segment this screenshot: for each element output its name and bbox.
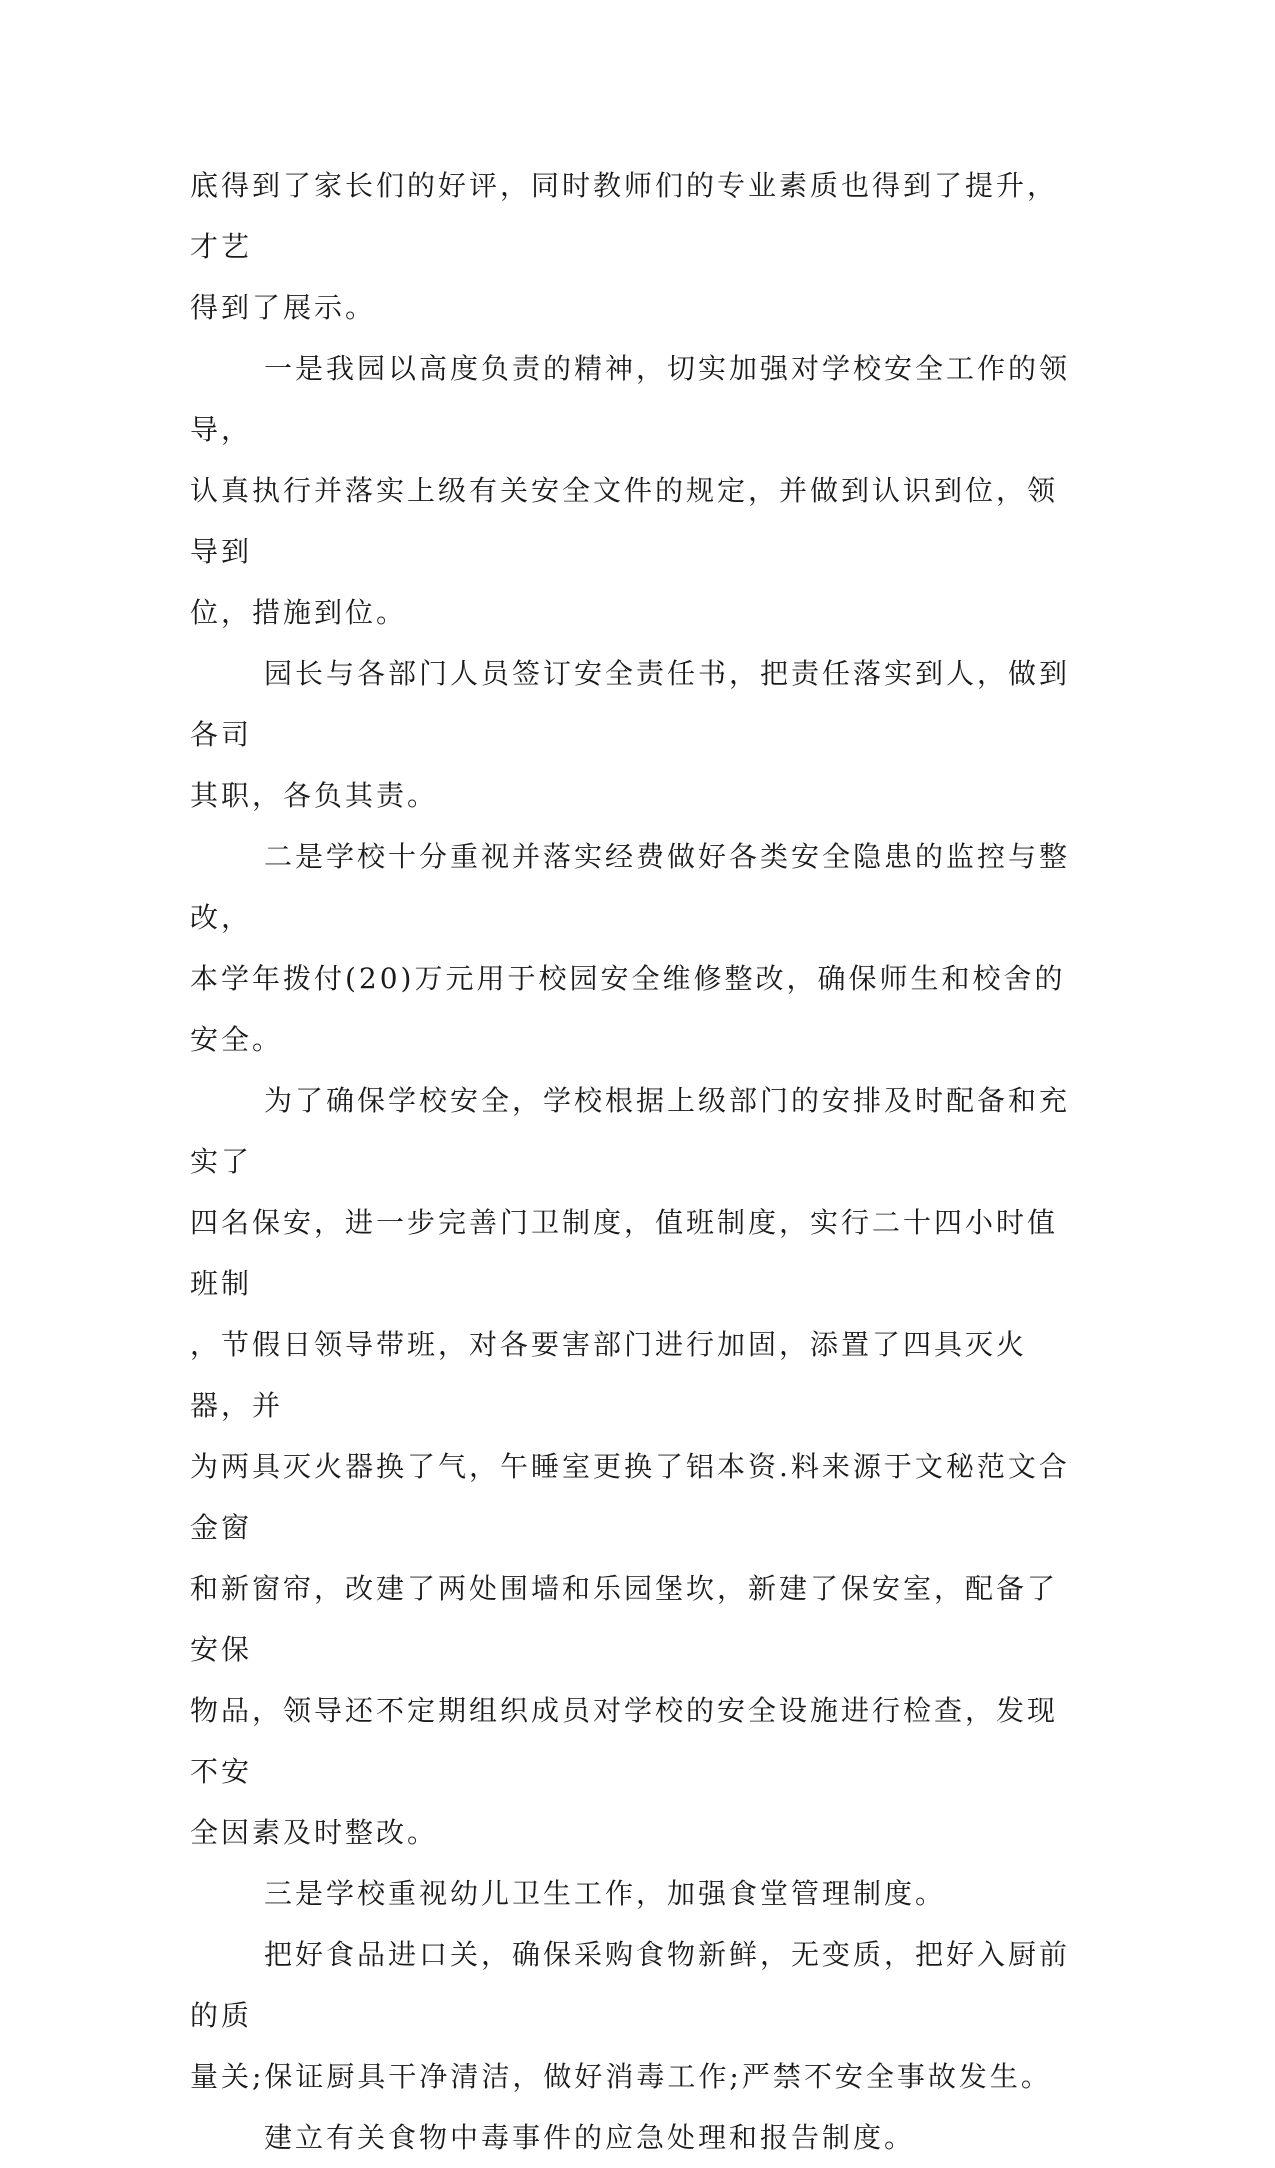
paragraph-8: 建立有关食物中毒事件的应急处理和报告制度。 [264,2121,916,2154]
paragraph-1: 底得到了家长们的好评，同时教师们的专业素质也得到了提升，才艺 得到了展示。 [190,169,1059,324]
paragraph-4: 二是学校十分重视并落实经费做好各类安全隐患的监控与整改， 本学年拨付(20)万元用于校园安全维修整改，确保师生和校舍的安全。 [190,840,1071,1056]
paragraph-7: 把好食品进口关，确保采购食物新鲜，无变质，把好入厨前的质 量关;保证厨具干净清洁，做好消毒工作;严禁不安全事故发生。 [190,1938,1071,2093]
paragraph-6: 三是学校重视幼儿卫生工作，加强食堂管理制度。 [264,1877,947,1910]
paragraph-2: 一是我园以高度负责的精神，切实加强对学校安全工作的领导， 认真执行并落实上级有关安全文件的规定，并做到认识到位，领导到 位，措施到位。 [190,352,1071,629]
paragraph-5: 为了确保学校安全，学校根据上级部门的安排及时配备和充实了 四名保安，进一步完善门卫制度，值班制度，实行二十四小时值班制 ，节假日领导带班，对各要害部门进行加固，添置了四具灭火器，并 为两具灭火器换了气，午睡室更换了铝本资.料来源于文秘范文合金窗 和新窗帘，改建了两处围墙和乐园堡坎，新建了保安室，配备了安保 物品，领导还不定期组织成员对学校的安全设施进行检查，发现不安 全因素及时整改。 [190,1084,1071,1849]
document-body [190,155,1080,2168]
paragraph-3: 园长与各部门人员签订安全责任书，把责任落实到人，做到各司 其职，各负其责。 [190,657,1071,812]
